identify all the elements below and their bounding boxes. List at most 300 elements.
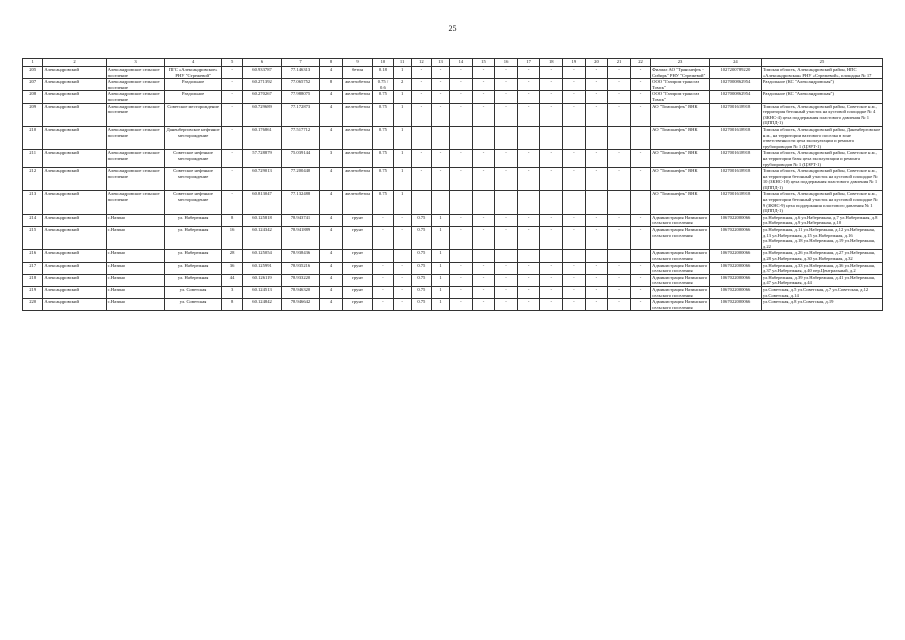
table-cell: -	[432, 103, 450, 126]
table-cell	[450, 126, 473, 149]
table-cell: -	[373, 286, 393, 298]
table-cell: 1	[432, 214, 450, 226]
table-cell: 220	[23, 299, 43, 311]
table-cell: 3	[320, 150, 343, 168]
table-cell: -	[563, 150, 586, 168]
table-cell: -	[608, 103, 631, 126]
table-cell: 1	[432, 227, 450, 250]
table-cell: 60.270267	[243, 91, 281, 103]
table-row	[23, 191, 883, 214]
table-cell: Александровское сельское поселение	[106, 150, 165, 168]
table-row	[23, 262, 883, 274]
table-cell: -	[450, 286, 473, 298]
table-cell: 60.813047	[243, 191, 281, 214]
table-cell: -	[540, 91, 563, 103]
column-header: 24	[709, 59, 761, 67]
table-cell: -	[450, 67, 473, 79]
table-cell: -	[585, 67, 608, 79]
column-header: 13	[432, 59, 450, 67]
table-cell: ул.Советская, д.5 ул.Советская, д.7 ул.Советская, д.12 ул.Советская, д.14	[761, 286, 882, 298]
table-cell: 1027001618918	[709, 150, 761, 168]
table-cell: 60.271392	[243, 79, 281, 91]
table-cell: 1027001618918	[709, 126, 761, 149]
table-cell: -	[608, 67, 631, 79]
table-cell: 60.124513	[243, 286, 281, 298]
table-cell: -	[450, 168, 473, 191]
table-cell: Александровское сельское поселение	[106, 126, 165, 149]
table-cell: 2	[393, 79, 411, 91]
table-cell: -	[540, 67, 563, 79]
table-cell: 16	[221, 227, 242, 250]
table-cell	[608, 250, 631, 262]
table-cell: железобетон	[342, 126, 373, 149]
table-cell	[630, 191, 650, 214]
table-cell: АО "Томскнефть" ВНК	[651, 168, 710, 191]
table-cell	[563, 191, 586, 214]
table-cell: Александровское сельское поселение	[106, 103, 165, 126]
table-cell: 4	[320, 103, 343, 126]
table-cell: 1027001618918	[709, 191, 761, 214]
table-cell: 78.943741	[281, 214, 319, 226]
table-cell: 1027200789220	[709, 67, 761, 79]
table-cell	[585, 126, 608, 149]
table-cell: 77.200440	[281, 168, 319, 191]
column-header: 10	[373, 59, 393, 67]
table-cell: ул.Набережная, д.33 ул.Набережная, д.36 ул.Набережная, д.37 ул.Набережная, д.40 пер.Центральный, д.2	[761, 262, 882, 274]
table-cell: 4	[320, 168, 343, 191]
table-cell: 0.75	[411, 299, 431, 311]
table-cell: Александровский	[43, 103, 106, 126]
table-cell: -	[495, 67, 518, 79]
table-cell: Администрация Назинского сельского поселения	[651, 286, 710, 298]
table-cell: 4	[320, 191, 343, 214]
table-cell: 205	[23, 67, 43, 79]
table-cell: -	[630, 299, 650, 311]
table-cell: -	[393, 227, 411, 250]
table-cell	[450, 250, 473, 262]
table-row	[23, 67, 883, 79]
table-cell: грунт	[342, 299, 373, 311]
table-cell: -	[393, 262, 411, 274]
table-cell: Администрация Назинского сельского поселения	[651, 250, 710, 262]
table-cell: -	[608, 150, 631, 168]
table-cell: -	[608, 168, 631, 191]
table-cell: ул.Набережная, д.11 ул.Набережная, д.12 ул.Набережная, д.13 ул.Набережная, д.15 ул.Набережная, д.16 ул.Набережная, д.18 ул.Набережная, д.19 ул.Набережная, д.22	[761, 227, 882, 250]
table-cell: 4	[320, 227, 343, 250]
table-cell: ул.Набережная, д.39 ул.Набережная, д.41 ул.Набережная, д.47 ул.Набережная, д.44	[761, 274, 882, 286]
table-cell: Раздольное (КС "Александровская")	[761, 79, 882, 91]
table-cell: 75.039144	[281, 150, 319, 168]
table-cell: 0.75	[411, 274, 431, 286]
table-cell: 28	[221, 250, 242, 262]
table-cell: 1	[432, 274, 450, 286]
table-cell: -	[630, 214, 650, 226]
table-cell: -	[450, 79, 473, 91]
table-cell: -	[221, 103, 242, 126]
table-cell: 4	[320, 91, 343, 103]
table-cell: ул.Набережная, д.6 ул.Набережная, д.7 ул.Набережная, д.8 ул.Набережная, д.9 ул.Набережная, д.10	[761, 214, 882, 226]
table-cell: 3	[221, 286, 242, 298]
table-cell: -	[393, 274, 411, 286]
table-cell: 208	[23, 91, 43, 103]
table-cell: -	[608, 286, 631, 298]
table-cell: с.Назино	[106, 299, 165, 311]
table-cell: Александровское сельское поселение	[106, 91, 165, 103]
table-cell: -	[472, 262, 495, 274]
column-header: 19	[563, 59, 586, 67]
table-cell: -	[585, 168, 608, 191]
table-cell: -	[563, 103, 586, 126]
table-cell: -	[563, 262, 586, 274]
table-cell: -	[450, 262, 473, 274]
table-cell: -	[432, 79, 450, 91]
table-cell: -	[630, 103, 650, 126]
table-cell: -	[517, 150, 540, 168]
table-cell: Советское месторождение	[165, 103, 222, 126]
table-cell: -	[472, 103, 495, 126]
table-cell: 60.176861	[243, 126, 281, 149]
table-cell	[608, 126, 631, 149]
table-cell: -	[411, 67, 431, 79]
table-cell: Александровский	[43, 214, 106, 226]
table-cell: -	[540, 262, 563, 274]
table-cell: 0.75	[373, 91, 393, 103]
table-cell: 0.75	[411, 262, 431, 274]
table-cell: -	[585, 150, 608, 168]
table-cell: -	[472, 67, 495, 79]
table-cell: -	[411, 79, 431, 91]
table-cell: 218	[23, 274, 43, 286]
table-cell: -	[495, 103, 518, 126]
table-cell: 0.75	[411, 214, 431, 226]
table-cell: -	[373, 299, 393, 311]
table-cell: Советское нефтяное месторождение	[165, 168, 222, 191]
table-cell: 57.728879	[243, 150, 281, 168]
table-cell: -	[472, 214, 495, 226]
table-cell: -	[472, 274, 495, 286]
table-row	[23, 91, 883, 103]
table-cell: 4	[320, 286, 343, 298]
table-cell: Александровский	[43, 67, 106, 79]
table-cell: -	[221, 168, 242, 191]
table-cell	[540, 191, 563, 214]
table-cell: -	[393, 299, 411, 311]
table-cell: Томская область, Александровский район, Советское н.м., на территории базы цеха эксплуатации и ремонта трубопроводов № 1 (ЦЭРТ-1)	[761, 150, 882, 168]
table-cell	[411, 191, 431, 214]
table-cell: -	[585, 91, 608, 103]
table-cell: Томская область, Александровский район, Советское н.м., на территории бетонный участок на кустовой площадке № 10 (ЗКНС-10) цеха поддержания пластового давления № 1 (ЦППД-1)	[761, 168, 882, 191]
table-cell: -	[540, 227, 563, 250]
table-cell: -	[393, 214, 411, 226]
table-row	[23, 150, 883, 168]
table-cell: -	[450, 150, 473, 168]
table-cell: Томская область, Александровский район, НПС «Александровская» РНУ «Стрежевой», площадка № 17	[761, 67, 882, 79]
table-cell: -	[472, 299, 495, 311]
table-body	[23, 67, 883, 311]
table-cell: Александровский	[43, 250, 106, 262]
column-header: 20	[585, 59, 608, 67]
table-cell: -	[608, 274, 631, 286]
table-cell: -	[630, 286, 650, 298]
table-cell: Администрация Назинского сельского поселения	[651, 262, 710, 274]
table-cell: 1	[432, 286, 450, 298]
table-cell: ул. Набережная	[165, 274, 222, 286]
table-cell: -	[630, 67, 650, 79]
table-cell: железобетон	[342, 191, 373, 214]
table-cell: грунт	[342, 262, 373, 274]
table-cell	[540, 126, 563, 149]
table-cell: 77.988075	[281, 91, 319, 103]
table-cell	[563, 126, 586, 149]
table-cell: -	[540, 214, 563, 226]
table-cell: -	[517, 262, 540, 274]
table-cell: 8	[320, 79, 343, 91]
table-cell: Александровский	[43, 191, 106, 214]
table-cell: 219	[23, 286, 43, 298]
table-cell: -	[585, 262, 608, 274]
table-cell: 1067022000066	[709, 214, 761, 226]
table-cell: -	[221, 91, 242, 103]
table-cell: -	[585, 79, 608, 91]
table-cell: -	[472, 168, 495, 191]
table-cell: 1067022000066	[709, 227, 761, 250]
column-header: 5	[221, 59, 242, 67]
table-row	[23, 126, 883, 149]
table-cell: 4	[320, 299, 343, 311]
table-cell: Александровское сельское поселение	[106, 79, 165, 91]
table-cell: Александровское сельское поселение	[106, 67, 165, 79]
table-cell: с.Назино	[106, 227, 165, 250]
table-cell: -	[563, 274, 586, 286]
table-cell	[472, 250, 495, 262]
table-cell: -	[495, 214, 518, 226]
column-header: 15	[472, 59, 495, 67]
table-cell: 4	[320, 126, 343, 149]
table-cell: -	[630, 79, 650, 91]
table-cell: -	[563, 214, 586, 226]
table-cell: с.Назино	[106, 286, 165, 298]
column-header: 7	[281, 59, 319, 67]
table-cell: Раздольное	[165, 79, 222, 91]
table-cell: 1	[393, 191, 411, 214]
table-cell: с.Назино	[106, 250, 165, 262]
table-cell: грунт	[342, 274, 373, 286]
column-header: 23	[651, 59, 710, 67]
table-cell: 1067022000066	[709, 274, 761, 286]
table-cell: 0.75	[373, 126, 393, 149]
table-cell: АО "Томскнефть" ВНК	[651, 191, 710, 214]
table-cell: Александровский	[43, 91, 106, 103]
table-cell: 78.935216	[281, 262, 319, 274]
column-header: 16	[495, 59, 518, 67]
table-cell: -	[517, 168, 540, 191]
table-row	[23, 168, 883, 191]
table-cell: 212	[23, 168, 43, 191]
table-cell	[630, 126, 650, 149]
table-cell: АО "Томскнефть" ВНК	[651, 150, 710, 168]
table-cell: ул.Набережная, д.26 ул.Набережная, д.27 ул.Набережная, д.28 ул.Набережная, д.30 ул.Набережная, д.32	[761, 250, 882, 262]
table-cell	[517, 126, 540, 149]
table-cell: 78.941889	[281, 227, 319, 250]
table-cell: -	[450, 214, 473, 226]
table-cell: 60.729689	[243, 103, 281, 126]
table-cell: 0.18	[373, 67, 393, 79]
table-cell	[495, 250, 518, 262]
table-cell: 1067022000066	[709, 299, 761, 311]
table-cell: АО "Томскнефть" ВНК	[651, 103, 710, 126]
table-cell: -	[608, 91, 631, 103]
table-cell: Администрация Назинского сельского поселения	[651, 227, 710, 250]
table-cell: 60.933787	[243, 67, 281, 79]
table-cell: -	[540, 299, 563, 311]
column-header: 17	[517, 59, 540, 67]
table-cell: Даненберговское нефтяное месторождение	[165, 126, 222, 149]
column-header: 22	[630, 59, 650, 67]
table-cell: Советское нефтяное месторождение	[165, 191, 222, 214]
table-cell: -	[221, 150, 242, 168]
table-cell: -	[432, 91, 450, 103]
table-cell: -	[563, 168, 586, 191]
table-cell: 213	[23, 191, 43, 214]
table-cell	[432, 191, 450, 214]
table-cell	[432, 126, 450, 149]
table-row	[23, 214, 883, 226]
table-row	[23, 79, 883, 91]
column-header: 14	[450, 59, 473, 67]
table-cell: железобетон	[342, 91, 373, 103]
table-cell: 4	[320, 250, 343, 262]
table-cell: -	[472, 286, 495, 298]
table-cell	[495, 126, 518, 149]
table-cell	[585, 191, 608, 214]
table-cell	[495, 191, 518, 214]
table-cell: Александровское сельское поселение	[106, 191, 165, 214]
table-cell: 60.126119	[243, 274, 281, 286]
column-header: 12	[411, 59, 431, 67]
table-cell	[472, 191, 495, 214]
table-cell: -	[563, 79, 586, 91]
table-cell: Александровский	[43, 168, 106, 191]
table-cell	[563, 250, 586, 262]
table-cell: -	[540, 286, 563, 298]
table-cell: Александровский	[43, 79, 106, 91]
container-site-registry-table	[22, 58, 883, 311]
table-cell: -	[563, 286, 586, 298]
table-row	[23, 227, 883, 250]
table-cell: 207	[23, 79, 43, 91]
column-header: 8	[320, 59, 343, 67]
table-cell	[411, 126, 431, 149]
table-cell: 60.124342	[243, 227, 281, 250]
table-cell: -	[495, 262, 518, 274]
table-cell: -	[630, 150, 650, 168]
table-cell: Александровский	[43, 227, 106, 250]
table-cell: 77.517712	[281, 126, 319, 149]
table-cell: 211	[23, 150, 43, 168]
table-cell: -	[411, 150, 431, 168]
table-cell: 1	[432, 299, 450, 311]
table-cell: Александровский	[43, 274, 106, 286]
table-cell: Александровский	[43, 262, 106, 274]
table-cell: 0.75	[373, 150, 393, 168]
table-cell: 1067022000066	[709, 286, 761, 298]
table-cell: -	[432, 168, 450, 191]
table-cell: Советское нефтяное месторождение	[165, 150, 222, 168]
table-cell: 4	[320, 67, 343, 79]
table-cell: 60.729013	[243, 168, 281, 191]
table-cell: 216	[23, 250, 43, 262]
table-cell: ул.Советская, д.8 ул.Советская, д.19	[761, 299, 882, 311]
table-cell: -	[472, 227, 495, 250]
table-cell: Томская область, Александровский район, Даненберговское н.м., на территории вахтового поселка в зоне ответственности цеха эксплуатации и ремонта трубопроводов № 1 (ЦЭРТ-1)	[761, 126, 882, 149]
table-cell: с.Назино	[106, 274, 165, 286]
table-cell: -	[221, 79, 242, 91]
table-cell: -	[450, 274, 473, 286]
table-cell: ул. Советская	[165, 286, 222, 298]
table-cell: -	[432, 67, 450, 79]
table-cell: железобетон	[342, 103, 373, 126]
table-cell: -	[630, 168, 650, 191]
table-cell: Филиал АО "Транснефть - Сибирь" РНУ "Стрежевой"	[651, 67, 710, 79]
table-cell: 1067022000066	[709, 262, 761, 274]
table-cell: -	[540, 150, 563, 168]
table-cell: с.Назино	[106, 214, 165, 226]
table-cell: -	[495, 79, 518, 91]
table-cell: -	[608, 299, 631, 311]
table-cell: 8	[221, 214, 242, 226]
table-cell: -	[495, 286, 518, 298]
table-cell: -	[585, 227, 608, 250]
table-cell: -	[495, 227, 518, 250]
table-cell: -	[630, 227, 650, 250]
table-cell: -	[411, 91, 431, 103]
table-cell: ул. Набережная	[165, 250, 222, 262]
table-cell: -	[585, 299, 608, 311]
table-cell: -	[495, 168, 518, 191]
table-cell: -	[373, 214, 393, 226]
table-cell: 1	[393, 150, 411, 168]
table-cell: Администрация Назинского сельского поселения	[651, 214, 710, 226]
table-cell: 77.146313	[281, 67, 319, 79]
table-cell: 60.125054	[243, 250, 281, 262]
table-cell: 77.172873	[281, 103, 319, 126]
table-cell: Александровский	[43, 150, 106, 168]
table-cell: 1027000862954	[709, 79, 761, 91]
table-cell: -	[221, 126, 242, 149]
table-cell: Александровский	[43, 286, 106, 298]
table-cell: -	[495, 150, 518, 168]
table-cell: -	[630, 274, 650, 286]
table-cell: 1	[393, 126, 411, 149]
table-cell: -	[517, 214, 540, 226]
table-cell: Администрация Назинского сельского поселения	[651, 299, 710, 311]
table-cell	[450, 191, 473, 214]
table-cell: железобетон	[342, 79, 373, 91]
table-cell: ООО "Газпром трансгаз Томск"	[651, 91, 710, 103]
table-cell: ул. Набережная	[165, 214, 222, 226]
table-cell: 4	[320, 274, 343, 286]
table-cell: -	[411, 168, 431, 191]
table-cell: -	[630, 91, 650, 103]
table-cell: -	[450, 103, 473, 126]
table-cell: -	[563, 91, 586, 103]
table-row	[23, 274, 883, 286]
table-cell: -	[585, 274, 608, 286]
table-cell: 1	[393, 67, 411, 79]
table-cell: ООО "Газпром трансгаз Томск"	[651, 79, 710, 91]
table-cell: 210	[23, 126, 43, 149]
table-cell: 77.065752	[281, 79, 319, 91]
